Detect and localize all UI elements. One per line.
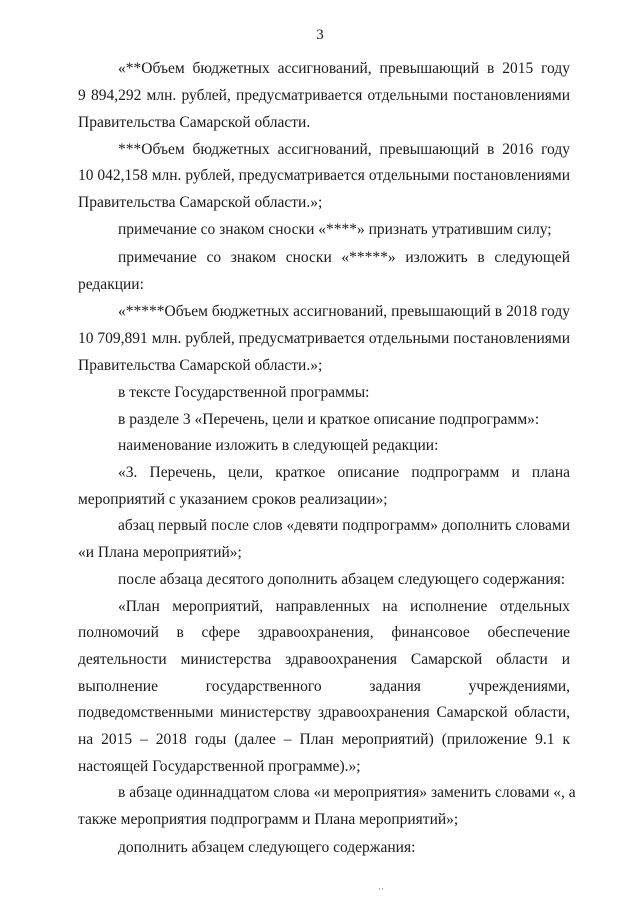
text-line: «3. Перечень, цели, краткое описание подпрограмм и плана	[118, 464, 570, 481]
text-line: на 2015 – 2018 годы (далее – План мероприятий) (приложение 9.1 к	[78, 731, 570, 748]
text-line: настоящей Государственной программе).»;	[78, 758, 361, 775]
text-line: 10 709,891 млн. рублей, предусматривается отдельными постановлениями	[78, 330, 570, 347]
text-line: Правительства Самарской области.»;	[78, 357, 323, 374]
page-number: 3	[316, 27, 324, 43]
text-line: «План мероприятий, направленных на исполнение отдельных	[118, 598, 570, 615]
text-line: «и Плана мероприятий»;	[78, 544, 242, 561]
text-line: подведомственными министерству здравоохранения Самарской области,	[78, 704, 570, 721]
text-line: деятельности министерства здравоохранения Самарской области и	[78, 651, 570, 668]
text-line: примечание со знаком сноски «*****» изложить в следующей	[118, 249, 570, 266]
text-line: Правительства Самарской области.»;	[78, 194, 323, 211]
text-line: «**Объем бюджетных ассигнований, превышающий в 2015 году	[118, 60, 570, 77]
text-line: абзац первый после слов «девяти подпрограмм» дополнить словами	[118, 517, 570, 534]
text-line: полномочий в сфере здравоохранения, финансовое обеспечение	[78, 624, 570, 641]
text-line: Правительства Самарской области.	[78, 114, 311, 131]
text-line: 10 042,158 млн. рублей, предусматривается отдельными постановлениями	[78, 167, 570, 184]
text-line: мероприятий с указанием сроков реализации»;	[78, 491, 388, 508]
text-line: также мероприятия подпрограмм и Плана мероприятий»;	[78, 811, 459, 828]
text-line: в абзаце одиннадцатом слова «и мероприятия» заменить словами «, а	[118, 784, 576, 801]
text-line: «*****Объем бюджетных ассигнований, превышающий в 2018 году	[118, 303, 570, 320]
text-line: редакции:	[78, 276, 144, 293]
text-line: после абзаца десятого дополнить абзацем следующего содержания:	[118, 571, 566, 588]
text-line: ***Объем бюджетных ассигнований, превышающий в 2016 году	[118, 141, 570, 158]
text-line: наименование изложить в следующей редакции:	[118, 437, 439, 454]
text-line: примечание со знаком сноски «****» признать утратившим силу;	[118, 221, 552, 238]
scan-mark: ··	[378, 884, 384, 894]
text-line: в разделе 3 «Перечень, цели и краткое описание подпрограмм»:	[118, 411, 540, 428]
text-line: выполнение государственного задания учреждениями,	[78, 678, 570, 695]
text-line: 9 894,292 млн. рублей, предусматривается отдельными постановлениями	[78, 87, 570, 104]
text-line: дополнить абзацем следующего содержания:	[118, 839, 416, 856]
text-line: в тексте Государственной программы:	[118, 384, 370, 401]
